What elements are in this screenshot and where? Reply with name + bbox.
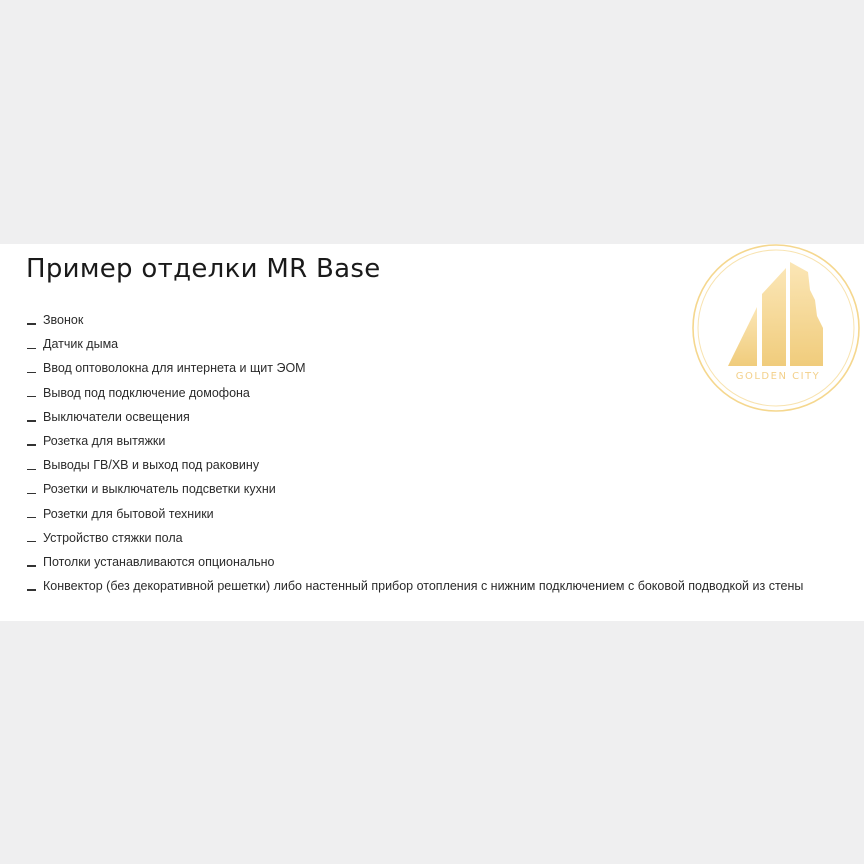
dash-bullet-icon [27,469,36,470]
golden-city-logo [690,244,864,416]
list-item: Розетки для бытовой техники [27,502,803,526]
building-left-icon [728,307,757,366]
list-item: Розетки и выключатель подсветки кухни [27,477,803,501]
building-middle-icon [762,268,786,366]
dash-bullet-icon [27,348,36,349]
logo-text: GOLDEN CITY [735,371,821,382]
dash-bullet-icon [27,541,36,542]
page-title: Пример отделки MR Base [26,254,381,284]
dash-bullet-icon [27,420,36,421]
list-item: Ввод оптоволокна для интернета и щит ЭОМ [27,356,803,380]
dash-bullet-icon [27,396,36,397]
list-item: Выводы ГВ/ХВ и выход под раковину [27,453,803,477]
list-item: Конвектор (без декоративной решетки) либо настенный прибор отопления с нижним подключением с боковой подводкой из стены [27,574,803,598]
dash-bullet-icon [27,372,36,373]
list-item: Розетка для вытяжки [27,429,803,453]
content-card [0,244,864,621]
dash-bullet-icon [27,565,36,566]
list-item: Устройство стяжки пола [27,526,803,550]
list-item: Датчик дыма [27,332,803,356]
list-item: Выключатели освещения [27,405,803,429]
dash-bullet-icon [27,589,36,590]
dash-bullet-icon [27,493,36,494]
dash-bullet-icon [27,444,36,445]
list-item: Вывод под подключение домофона [27,381,803,405]
feature-list [27,308,803,598]
list-item: Звонок [27,308,803,332]
list-item: Потолки устанавливаются опционально [27,550,803,574]
dash-bullet-icon [27,517,36,518]
dash-bullet-icon [27,323,36,324]
building-right-icon [790,262,823,366]
